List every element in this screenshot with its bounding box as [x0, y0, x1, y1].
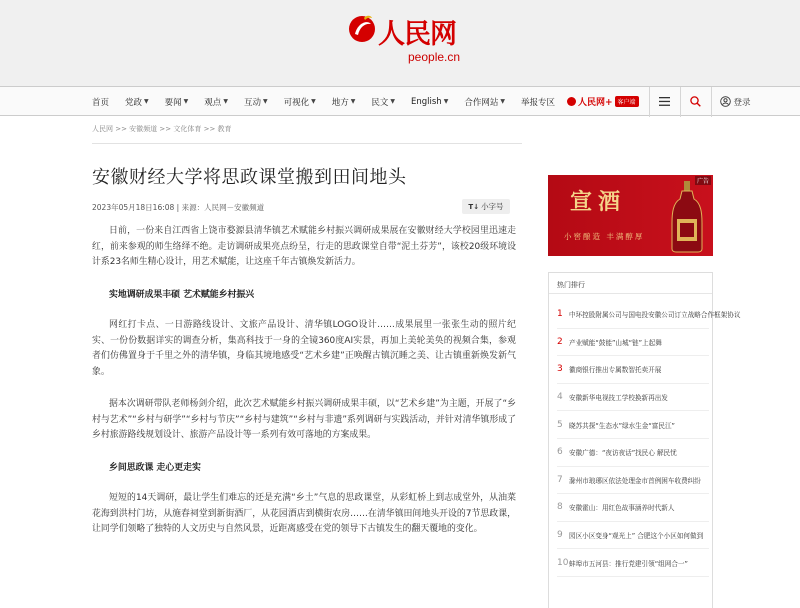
list-item-text: 安徽广德：“夜访夜话”找民心 解民忧 — [569, 449, 677, 458]
hot-ranking-list — [557, 301, 741, 577]
nav-item-label: 首页 — [92, 97, 110, 108]
list-item-text: 产业赋能“鼓能”山城“链”上起舞 — [569, 338, 662, 347]
nav-item-news[interactable] — [157, 96, 197, 108]
list-item-text: 安徽新华电视技工学校换新再出发 — [569, 394, 668, 403]
nav-item-local[interactable] — [324, 96, 364, 108]
nav-item-minority[interactable] — [363, 96, 403, 108]
breadcrumb-divider — [92, 143, 522, 144]
nav-item-report[interactable] — [513, 96, 563, 108]
list-item-text: 徽商银行推出专属数智托卖开展 — [569, 366, 662, 375]
nav-item-label: 地方 — [331, 97, 349, 108]
rank-number: 9 — [557, 530, 563, 541]
list-item[interactable] — [557, 522, 709, 550]
chevron-down-icon: ▼ — [223, 98, 228, 105]
list-item-text: 晓苏共探“生态水”绿水生金“富民江” — [569, 421, 675, 430]
chevron-down-icon: ▼ — [443, 98, 449, 105]
nav-item-english[interactable] — [403, 97, 456, 107]
article-paragraph: 日前，一份来自江西省上饶市婺源县清华镇艺术赋能乡村振兴调研成果展在安徽财经大学校园里迅速走红，前来参观的师生络绎不绝。走访调研成果亮点纷呈，行走的思政课堂自带“泥土芬芳”，该校20级环境设计系23名师生精心设计，用艺术赋能，让这座千年古镇焕发新活力。 — [92, 226, 516, 267]
nav-item-label: 民文 — [371, 97, 389, 108]
list-item-text: 园区小区变身“观光上” 合肥这个小区如何做到 — [569, 532, 704, 541]
list-item[interactable] — [557, 384, 709, 412]
chevron-down-icon: ▼ — [390, 98, 395, 105]
ad-headline: 宣酒 — [570, 189, 627, 215]
nav-item-label: 可视化 — [283, 97, 310, 108]
article-paragraph: 网红打卡点、一日游路线设计、文旅产品设计、清华镇LOGO设计……成果展里一张张生动的照片纪实、一份份数据详实的调查分析，集高科技于一身的全镜360度AI实景，再加上美轮美奂的视频合集，参观者们仿佛置身于千里之外的清华镇，身临其境地感受“艺术乡建”正唤醒古镇沉睡之美、让古镇重新焕发新气象。 — [92, 320, 516, 377]
list-item[interactable] — [557, 301, 741, 329]
list-item[interactable] — [557, 439, 709, 467]
rank-number: 7 — [557, 474, 563, 485]
search-button[interactable] — [681, 87, 711, 116]
font-size-toggle[interactable] — [462, 199, 510, 214]
chevron-down-icon: ▼ — [144, 98, 149, 105]
logo-text-en: people.cn — [408, 50, 461, 64]
rank-number: 10 — [557, 557, 569, 568]
nav-item-visual[interactable] — [276, 96, 324, 108]
nav-item-label: 合作网站 — [464, 97, 499, 108]
list-item[interactable] — [557, 467, 709, 495]
nav-item-label: 举报专区 — [520, 97, 555, 108]
nav-item-label: 互动 — [243, 97, 261, 108]
article-meta: 2023年05月18日16:08 | 来源：人民网－安徽频道 — [92, 203, 265, 212]
list-item-text: 中环控股附属公司与国电投安徽公司订立战略合作框架协议 — [569, 311, 741, 320]
nav-item-party[interactable] — [117, 96, 157, 108]
main-nav — [0, 86, 800, 116]
article-paragraph: 据本次调研带队老师杨剑介绍，此次艺术赋能乡村振兴调研成果丰硕，以“艺术乡建”为主题，开展了“乡村与艺术”“乡村与研学”“乡村与节庆”“乡村与建筑”“乡村与非遗”系列调研与实践活动，并针对清华镇形成了乡村旅游路线规划设计、旅游产品设计等一系列有效可落地的方案成果。 — [92, 399, 516, 440]
rank-number: 5 — [557, 419, 563, 430]
list-item[interactable] — [557, 494, 709, 522]
list-item[interactable] — [557, 329, 709, 357]
article-subheading: 乡间思政课 走心更走实 — [109, 462, 201, 473]
nav-item-opinion[interactable] — [196, 96, 236, 108]
client-brand: 人民网+ — [577, 98, 613, 108]
list-item[interactable] — [557, 411, 709, 439]
list-item-text: 滁州市琅琊区依法处理金市首例困车收费纠纷 — [569, 476, 701, 485]
rank-number: 2 — [557, 336, 563, 347]
article-paragraph: 短短的14天调研，最让学生们难忘的还是充满“乡土”气息的思政课堂，从彩虹桥上到志成堂外，从油菜花海到洪村门坊，从施春祠堂到新街酒厂，从花园酒店到横街农房……在清华镇田间地头开设的7节思政课，让同学们领略了独特的人文历史与自然风景，近距离感受在党的领导下古镇发生的翻天覆地的变化。 — [92, 493, 516, 534]
nav-item-partners[interactable] — [456, 96, 513, 108]
article-body — [92, 224, 516, 555]
nav-item-home[interactable] — [84, 96, 117, 108]
article-subheading: 实地调研成果丰硕 艺术赋能乡村振兴 — [109, 289, 255, 300]
font-size-icon: T↓ — [468, 202, 480, 211]
logo-text-cn: 人民网 — [378, 19, 456, 50]
rank-number: 4 — [557, 392, 563, 403]
list-item[interactable] — [557, 549, 709, 577]
nav-item-label: 观点 — [204, 97, 222, 108]
site-header — [0, 0, 800, 86]
chevron-down-icon: ▼ — [500, 98, 505, 105]
nav-items — [84, 87, 759, 116]
list-item-text: 蚌埠市五河县：推行党建引领“组网合一” — [569, 559, 688, 568]
list-item[interactable] — [557, 356, 709, 384]
people-logo-icon — [346, 12, 378, 44]
search-icon — [690, 96, 701, 107]
chevron-down-icon: ▼ — [262, 98, 268, 105]
article-title: 安徽财经大学将思政课堂搬到田间地头 — [92, 167, 407, 188]
nav-item-label: English — [411, 96, 442, 107]
breadcrumb[interactable]: 人民网 >> 安徽频道 >> 文化体育 >> 教育 — [92, 125, 232, 133]
hamburger-icon — [659, 97, 670, 106]
liquor-bottle-icon — [670, 179, 704, 253]
menu-button[interactable] — [650, 87, 680, 116]
chevron-down-icon: ▼ — [350, 98, 356, 105]
font-size-label: 小字号 — [481, 202, 504, 211]
ad-banner[interactable] — [548, 175, 713, 256]
login-label: 登录 — [733, 97, 751, 108]
nav-item-label: 要闻 — [164, 97, 182, 108]
ad-slogan: 小窖酿造 丰满醇厚 — [564, 232, 645, 241]
client-tag: 客户端 — [615, 96, 639, 107]
nav-item-label: 党政 — [125, 97, 143, 108]
chevron-down-icon: ▼ — [311, 98, 316, 105]
site-logo[interactable] — [346, 10, 466, 68]
list-item-text: 安徽霍山：用红色故事涵养时代新人 — [569, 504, 675, 513]
user-icon — [720, 96, 731, 107]
nav-item-interaction[interactable] — [236, 96, 276, 108]
login-button[interactable] — [712, 96, 759, 108]
ad-tag: 广告 — [696, 178, 709, 185]
rank-number: 6 — [557, 447, 563, 458]
client-app-link[interactable] — [567, 95, 639, 108]
hot-ranking-title: 热门排行 — [557, 281, 585, 289]
rank-number: 8 — [557, 502, 563, 513]
chevron-down-icon: ▼ — [183, 98, 189, 105]
hot-ranking-panel — [548, 272, 741, 608]
hot-ranking-divider — [549, 293, 712, 294]
rank-number: 1 — [557, 309, 563, 320]
rank-number: 3 — [557, 364, 563, 375]
people-plus-icon — [567, 97, 576, 106]
